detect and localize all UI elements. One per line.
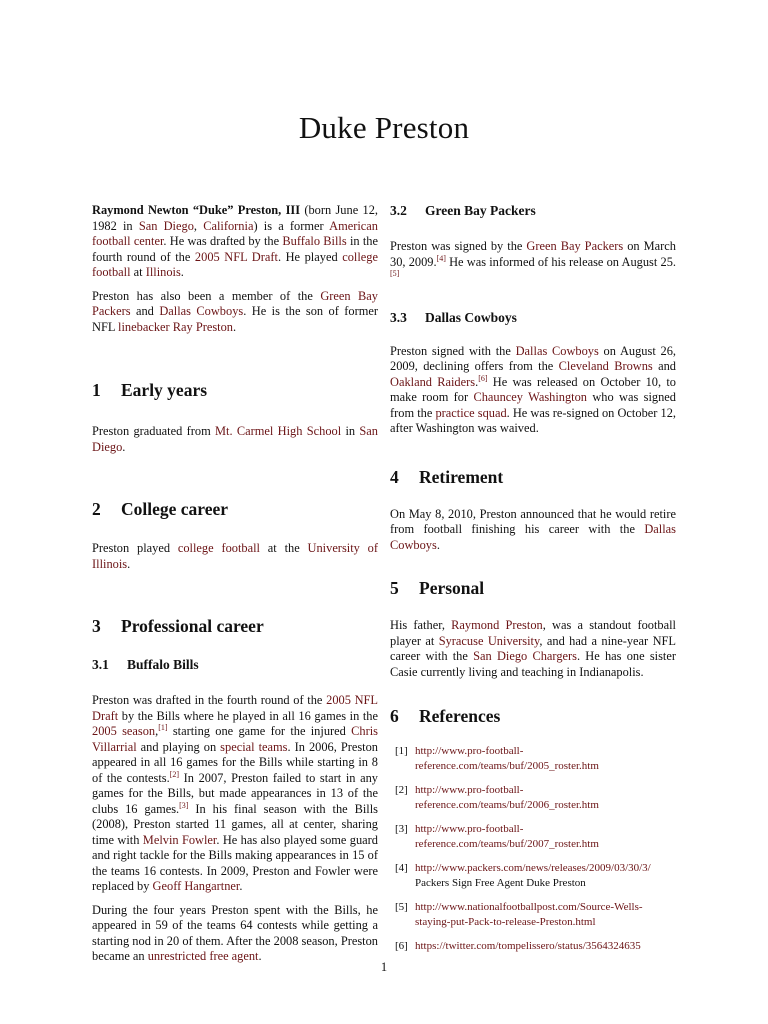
link-syracuse-university[interactable]: Syracuse University bbox=[438, 633, 540, 648]
citation-5[interactable]: [5] bbox=[390, 269, 400, 278]
link-illinois[interactable]: Illinois bbox=[145, 265, 181, 279]
link-oakland-raiders[interactable]: Oakland Raiders bbox=[390, 374, 476, 389]
reference-link[interactable]: http://www.pro-football-reference.com/teams/buf/2005_roster.htm bbox=[415, 745, 599, 772]
reference-title: Packers Sign Free Agent Duke Preston bbox=[415, 876, 586, 889]
lead-paragraph-2: Preston has also been a member of the Green Bay Packers and Dallas Cowboys. He is the son of former NFL linebacker Ray Preston. bbox=[92, 288, 379, 334]
heading-buffalo-bills: 3.1 Buffalo Bills bbox=[92, 657, 199, 672]
reference-item: [3] http://www.pro-football-reference.com/teams/buf/2007_roster.htm bbox=[395, 823, 599, 850]
heading-personal: 5 Personal bbox=[390, 578, 485, 598]
link-college-football[interactable]: college football bbox=[92, 249, 378, 279]
reference-item: [4] http://www.packers.com/news/releases/2009/03/30/3/ Packers Sign Free Agent Duke Preston bbox=[395, 862, 651, 889]
college-career-paragraph: Preston played college football at the University of Illinois. bbox=[92, 541, 378, 571]
citation-1[interactable]: [1] bbox=[158, 723, 168, 732]
reference-link[interactable]: http://www.pro-football-reference.com/teams/buf/2006_roster.htm bbox=[415, 784, 599, 811]
right-column bbox=[390, 203, 676, 964]
citation-4[interactable]: [4] bbox=[436, 253, 446, 263]
link-ray-preston[interactable]: Ray Preston bbox=[172, 319, 233, 334]
link-center[interactable]: center bbox=[133, 234, 164, 248]
link-2005-nfl-draft[interactable]: 2005 NFL Draft bbox=[92, 693, 378, 723]
link-university-of-illinois[interactable]: University of Illinois bbox=[92, 541, 378, 571]
link-dallas-cowboys[interactable]: Dallas Cowboys bbox=[515, 343, 599, 358]
link-dallas-cowboys[interactable]: Dallas Cowboys bbox=[390, 522, 676, 552]
link-mt-carmel-high-school[interactable]: Mt. Carmel High School bbox=[215, 424, 342, 438]
reference-link[interactable]: http://www.pro-football-reference.com/teams/buf/2007_roster.htm bbox=[415, 823, 599, 850]
link-american-football[interactable]: American football bbox=[92, 218, 379, 248]
green-bay-packers-paragraph: Preston was signed by the Green Bay Packers on March 30, 2009.[4] He was informed of his release on August 25.[5] bbox=[390, 239, 676, 278]
link-geoff-hangartner[interactable]: Geoff Hangartner bbox=[152, 879, 240, 893]
link-melvin-fowler[interactable]: Melvin Fowler bbox=[142, 832, 217, 847]
left-column bbox=[92, 203, 378, 973]
link-cleveland-browns[interactable]: Cleveland Browns bbox=[558, 359, 653, 373]
link-san-diego[interactable]: San Diego bbox=[92, 424, 378, 454]
link-green-bay-packers[interactable]: Green Bay Packers bbox=[92, 288, 379, 318]
link-san-diego-chargers[interactable]: San Diego Chargers bbox=[473, 649, 577, 663]
link-unrestricted-free-agent[interactable]: unrestricted free agent bbox=[147, 949, 259, 963]
link-practice-squad[interactable]: practice squad bbox=[435, 405, 507, 420]
page-title: Duke Preston bbox=[298, 110, 470, 145]
link-2005-season[interactable]: 2005 season bbox=[92, 724, 156, 738]
retirement-paragraph: On May 8, 2010, Preston announced that he would retire from football finishing his career with the Dallas Cowboys. bbox=[390, 506, 676, 552]
reference-link[interactable]: https://twitter.com/tompelissero/status/3564324635 bbox=[415, 940, 641, 952]
buffalo-bills-paragraph-2: During the four years Preston spent with the Bills, he appeared in 59 of the teams 64 contests while getting a starting nod in 20 of them. After the 2008 season, Preston became an unrestricted free agent. bbox=[92, 902, 378, 963]
heading-early-years: 1 Early years bbox=[92, 380, 208, 400]
link-raymond-preston[interactable]: Raymond Preston bbox=[451, 618, 543, 632]
references-list bbox=[390, 744, 676, 954]
link-2005-nfl-draft[interactable]: 2005 NFL Draft bbox=[194, 249, 278, 264]
personal-paragraph: His father, Raymond Preston, was a standout football player at Syracuse University, and had a nine-year NFL career with the San Diego Chargers. He has one sister Casie currently living and teaching in Indianapolis. bbox=[390, 618, 677, 679]
link-dallas-cowboys[interactable]: Dallas Cowboys bbox=[159, 304, 244, 318]
heading-dallas-cowboys: 3.3 Dallas Cowboys bbox=[390, 309, 517, 325]
reference-item: [5] http://www.nationalfootballpost.com/Source-Wells-staying-put-Pack-to-release-Preston.html bbox=[395, 901, 643, 928]
heading-college-career: 2 College career bbox=[92, 499, 229, 519]
heading-references: 6 References bbox=[390, 706, 501, 726]
link-special-teams[interactable]: special teams bbox=[220, 739, 288, 754]
lead-paragraph-1: Raymond Newton “Duke” Preston, III (born June 12, 1982 in San Diego, California) is a former American football center. He was drafted by the Buffalo Bills in the fourth round of the 2005 NFL Draft. He played college football at Illinois. bbox=[92, 203, 379, 279]
link-buffalo-bills[interactable]: Buffalo Bills bbox=[282, 234, 347, 248]
subject-full-name: Raymond Newton “Duke” Preston, III bbox=[92, 203, 301, 217]
reference-item: [2] http://www.pro-football-reference.com/teams/buf/2006_roster.htm bbox=[395, 784, 599, 811]
early-years-paragraph: Preston graduated from Mt. Carmel High School in San Diego. bbox=[92, 424, 378, 454]
buffalo-bills-paragraph-1: Preston was drafted in the fourth round of the 2005 NFL Draft by the Bills where he played in all 16 games in the 2005 season,[1] starting one game for the injured Chris Villarrial and playing on special teams. In 2006, Preston appeared in all 16 games for the Bills while starting in 8 of the contests.[2] In 2007, Preston failed to start in any games for the Bills, but made appearances in 13 of the clubs 16 games.[3] In his final season with the Bills (2008), Preston started 11 games, all at center, sharing time with Melvin Fowler. He has also played some guard and right tackle for the Bills making appearances in 15 of the teams 16 contests. In 2009, Preston and Fowler were replaced by Geoff Hangartner. bbox=[92, 693, 379, 893]
link-california[interactable]: California bbox=[203, 218, 254, 233]
reference-link[interactable]: http://www.nationalfootballpost.com/Source-Wells-staying-put-Pack-to-release-Preston.html bbox=[415, 901, 643, 928]
citation-2[interactable]: [2] bbox=[169, 769, 180, 779]
heading-professional-career: 3 Professional career bbox=[92, 616, 264, 636]
heading-retirement: 4 Retirement bbox=[390, 466, 504, 487]
heading-green-bay-packers: 3.2 Green Bay Packers bbox=[390, 203, 536, 218]
dallas-cowboys-paragraph: Preston signed with the Dallas Cowboys on August 26, 2009, declining offers from the Cleveland Browns and Oakland Raiders.[6] He was released on October 10, to make room for Chauncey Washington who was signed from the practice squad. He was re-signed on October 12, after Washington was waived. bbox=[390, 343, 676, 435]
link-chris-villarrial[interactable]: Chris Villarrial bbox=[92, 724, 378, 754]
link-linebacker[interactable]: linebacker bbox=[118, 319, 170, 334]
citation-3[interactable]: [3] bbox=[179, 800, 189, 810]
page-number: 1 bbox=[380, 960, 388, 974]
link-chauncey-washington[interactable]: Chauncey Washington bbox=[473, 390, 587, 404]
citation-6[interactable]: [6] bbox=[478, 373, 488, 383]
link-college-football[interactable]: college football bbox=[177, 541, 260, 555]
link-san-diego[interactable]: San Diego bbox=[138, 218, 194, 233]
link-green-bay-packers[interactable]: Green Bay Packers bbox=[526, 239, 624, 253]
reference-item: [1] http://www.pro-football-reference.com/teams/buf/2005_roster.htm bbox=[395, 745, 599, 772]
reference-link[interactable]: http://www.packers.com/news/releases/2009/03/30/3/ bbox=[415, 862, 651, 874]
reference-item: [6] https://twitter.com/tompelissero/status/3564324635 bbox=[395, 940, 641, 952]
